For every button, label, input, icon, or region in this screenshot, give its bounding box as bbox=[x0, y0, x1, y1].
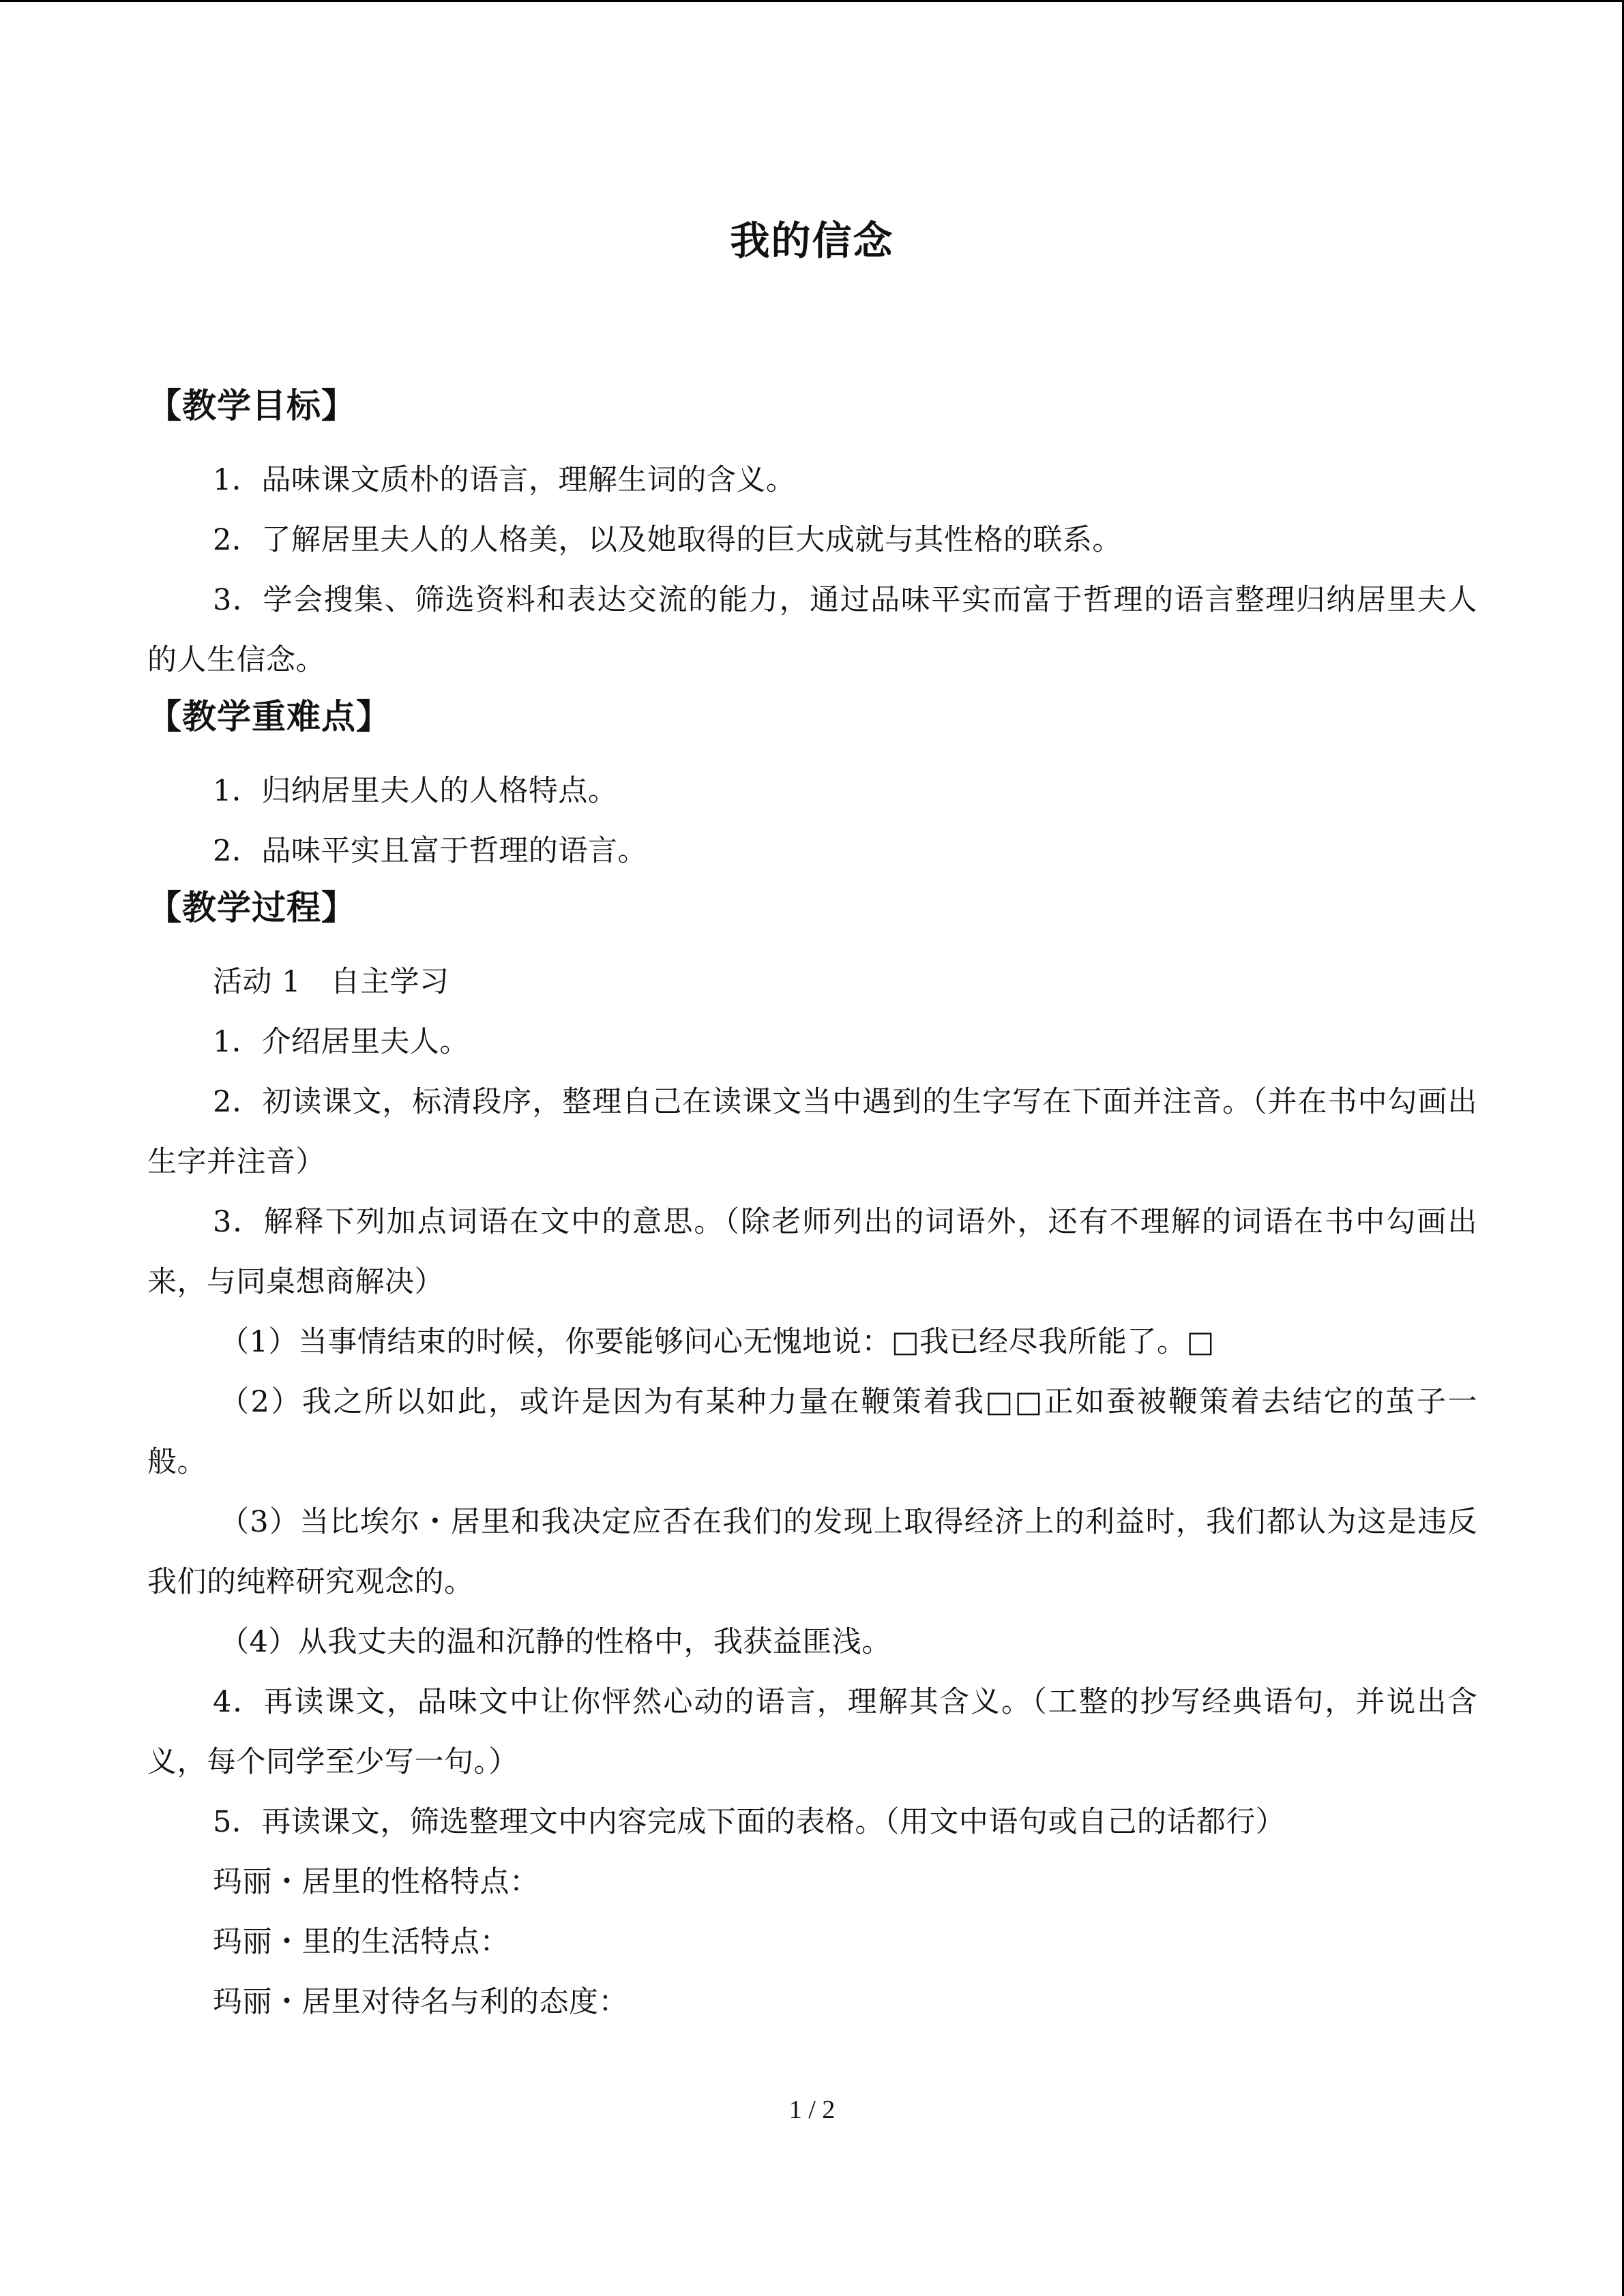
table-prompt: 玛丽・居里对待名与利的态度： bbox=[213, 1985, 628, 2019]
process-item: 2．初读课文，标清段序，整理自己在读课文当中遇到的生字写在下面并注音。（并在书中勾画出生字并注音） bbox=[147, 1085, 1477, 1179]
objective-item: 2．了解居里夫人的人格美，以及她取得的巨大成就与其性格的联系。 bbox=[213, 523, 1122, 557]
key-point-item: 2．品味平实且富于哲理的语言。 bbox=[213, 834, 647, 868]
section-heading-process: 【教学过程】 bbox=[147, 888, 356, 927]
process-item: 5．再读课文，筛选整理文中内容完成下面的表格。（用文中语句或自己的话都行） bbox=[213, 1805, 1286, 1839]
objective-item: 1．品味课文质朴的语言，理解生词的含义。 bbox=[213, 463, 796, 497]
top-border bbox=[0, 0, 1624, 2]
section-heading-key-points: 【教学重难点】 bbox=[147, 697, 391, 736]
vocab-sentence: （3）当比埃尔・居里和我决定应否在我们的发现上取得经济上的利益时，我们都认为这是违反我们的纯粹研究观念的。 bbox=[147, 1505, 1477, 1599]
page-number: 1 / 2 bbox=[788, 2096, 836, 2124]
vocab-sentence: （2）我之所以如此，或许是因为有某种力量在鞭策着我□□正如蚕被鞭策着去结它的茧子一般。 bbox=[147, 1385, 1477, 1479]
document-body bbox=[147, 382, 1477, 2032]
process-item: 4．再读课文，品味文中让你怦然心动的语言，理解其含义。（工整的抄写经典语句，并说出含义，每个同学至少写一句。） bbox=[147, 1685, 1477, 1779]
table-prompt: 玛丽・里的生活特点： bbox=[213, 1925, 510, 1959]
process-item: 1．介绍居里夫人。 bbox=[213, 1025, 469, 1059]
vocab-sentence: （1）当事情结束的时候，你要能够问心无愧地说：□我已经尽我所能了。□ bbox=[220, 1325, 1215, 1359]
table-prompt: 玛丽・居里的性格特点： bbox=[213, 1865, 540, 1899]
process-item: 3．解释下列加点词语在文中的意思。（除老师列出的词语外，还有不理解的词语在书中勾画出来，与同桌想商解决） bbox=[147, 1205, 1477, 1299]
key-point-item: 1．归纳居里夫人的人格特点。 bbox=[213, 774, 618, 808]
objective-item: 3．学会搜集、筛选资料和表达交流的能力，通过品味平实而富于哲理的语言整理归纳居里夫人的人生信念。 bbox=[147, 583, 1477, 677]
section-heading-objectives: 【教学目标】 bbox=[147, 386, 356, 426]
page-title: 我的信念 bbox=[730, 218, 894, 264]
activity-heading: 活动 1 自主学习 bbox=[213, 965, 449, 999]
vocab-sentence: （4）从我丈夫的温和沉静的性格中，我获益匪浅。 bbox=[220, 1625, 891, 1659]
